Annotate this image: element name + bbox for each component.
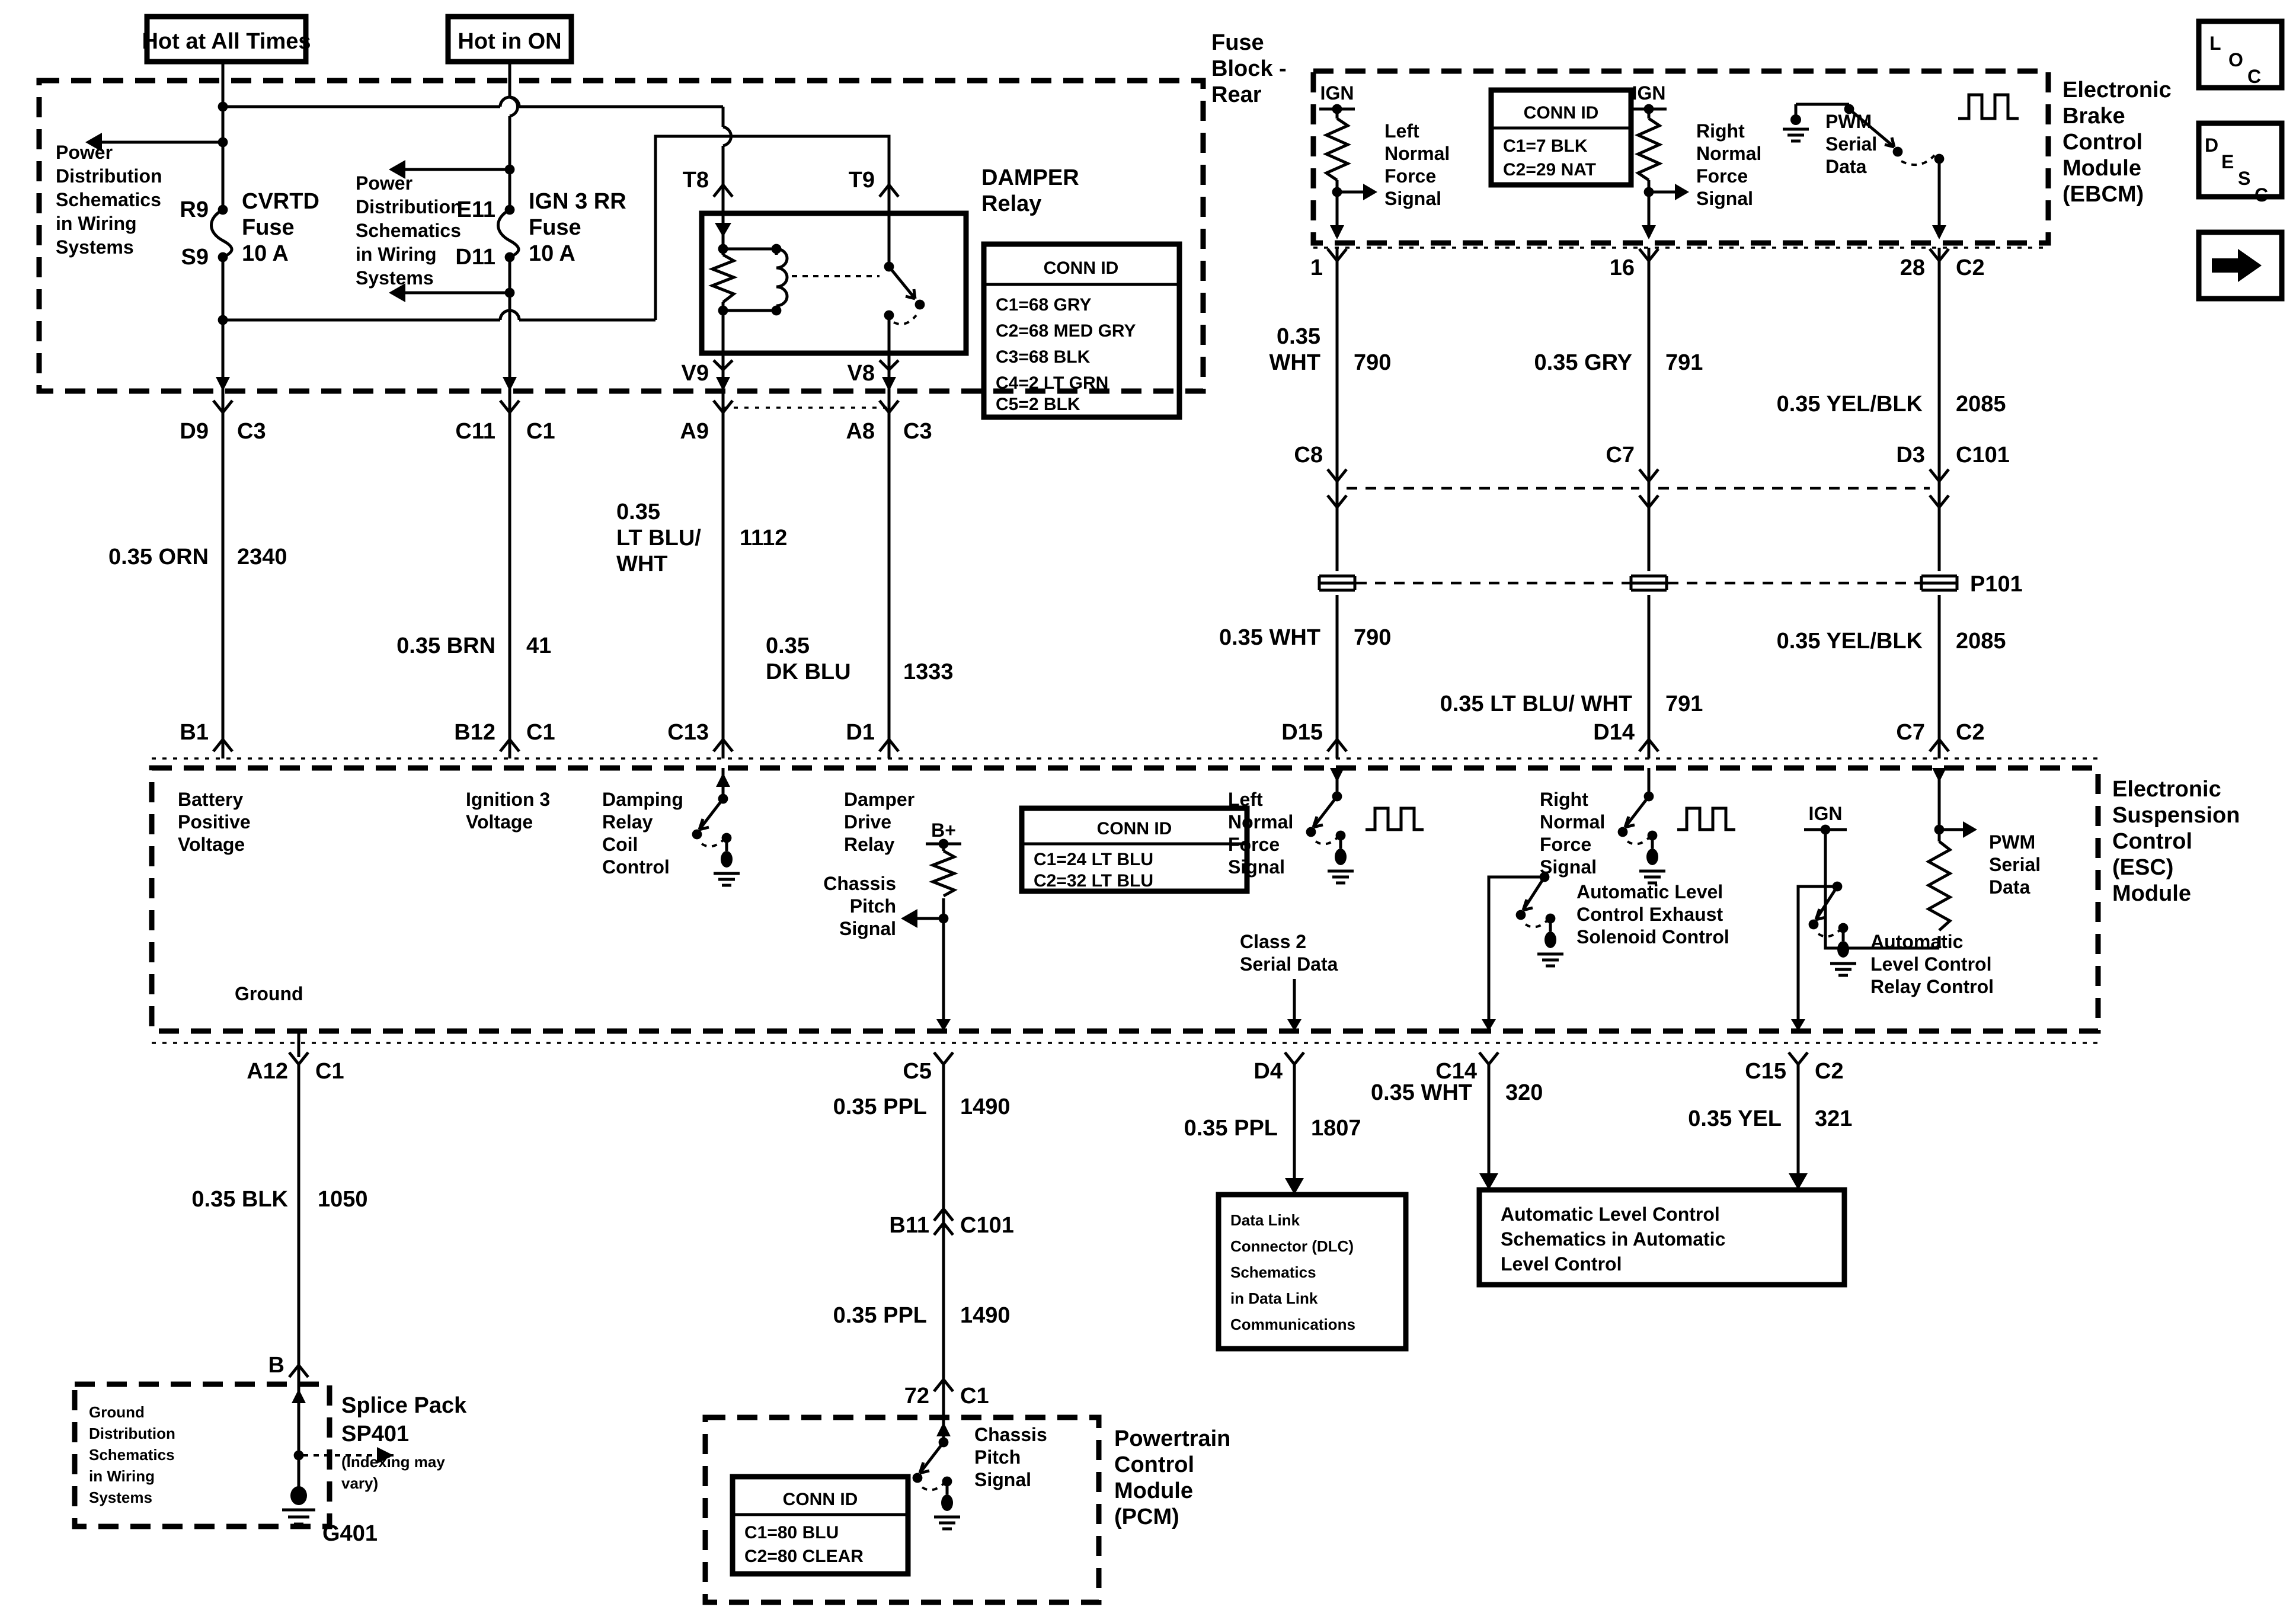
ground-icon [282,1510,315,1524]
svg-text:Serial Data: Serial Data [1240,953,1338,975]
svg-text:Relay Control: Relay Control [1870,976,1994,997]
svg-text:C7: C7 [1896,720,1925,745]
svg-text:C3: C3 [237,419,266,444]
svg-text:790: 790 [1354,625,1392,650]
svg-text:C1=80 BLU: C1=80 BLU [744,1523,839,1542]
svg-text:Schematics: Schematics [356,220,461,241]
svg-text:Pitch: Pitch [849,895,896,917]
svg-text:C2=68 MED GRY: C2=68 MED GRY [996,321,1136,341]
svg-text:C1=68 GRY: C1=68 GRY [996,295,1092,315]
ground-icon [1783,129,1809,141]
svg-text:Signal: Signal [1228,856,1285,878]
svg-text:C14: C14 [1435,1059,1477,1084]
svg-text:Fuse: Fuse [529,215,581,240]
ebcm-to-esc-wires [1318,248,1958,758]
svg-text:in Wiring: in Wiring [56,213,137,234]
svg-text:Signal: Signal [1384,188,1442,209]
svg-text:Force: Force [1384,165,1437,187]
svg-text:O: O [2228,49,2243,71]
svg-text:C3=68 BLK: C3=68 BLK [996,347,1091,367]
svg-text:Damping: Damping [602,789,683,810]
svg-text:A12: A12 [247,1059,288,1084]
svg-text:Voltage: Voltage [466,811,533,833]
svg-text:28: 28 [1900,255,1925,280]
svg-text:C1: C1 [315,1059,344,1084]
svg-text:Battery: Battery [178,789,244,810]
svg-text:V8: V8 [847,361,875,386]
svg-text:P101: P101 [1970,572,2023,597]
pwm-waveform-icon [1958,95,2019,119]
svg-text:Signal: Signal [974,1469,1032,1490]
svg-text:0.35 BLK: 0.35 BLK [191,1187,288,1212]
svg-text:C2: C2 [1956,720,1985,745]
svg-text:C2: C2 [1956,255,1985,280]
svg-text:Block -: Block - [1211,56,1287,81]
svg-text:16: 16 [1609,255,1635,280]
svg-text:320: 320 [1505,1080,1543,1105]
svg-text:Rear: Rear [1211,82,1262,107]
svg-text:D14: D14 [1593,720,1635,745]
svg-text:B12: B12 [454,720,495,745]
desc-icon: D [2205,135,2219,156]
svg-text:0.35 ORN: 0.35 ORN [108,545,209,569]
svg-text:Level Control: Level Control [1870,953,1992,975]
svg-text:1: 1 [1310,255,1323,280]
svg-text:2340: 2340 [237,545,287,569]
svg-text:10 A: 10 A [529,241,575,266]
svg-text:Powertrain: Powertrain [1114,1426,1231,1451]
svg-text:321: 321 [1815,1106,1853,1131]
svg-text:R9: R9 [180,197,209,222]
ground-icon [714,873,740,885]
svg-text:(Indexing may: (Indexing may [341,1453,445,1471]
svg-text:Power: Power [56,142,113,163]
svg-text:Voltage: Voltage [178,834,245,855]
svg-text:CONN ID: CONN ID [1043,258,1119,278]
svg-text:B: B [268,1353,284,1378]
svg-text:E11: E11 [456,197,495,222]
svg-text:C11: C11 [455,419,495,444]
esc-module-section [152,740,2098,1064]
cvrtd-fuse-icon [212,210,232,257]
svg-text:IGN: IGN [1320,82,1354,104]
svg-text:Suspension: Suspension [2112,803,2240,828]
svg-text:A8: A8 [846,419,875,444]
svg-text:Relay: Relay [602,811,653,833]
svg-text:41: 41 [526,633,552,658]
svg-text:Left: Left [1384,120,1419,142]
svg-text:Chassis: Chassis [823,873,896,894]
svg-text:C1: C1 [526,419,555,444]
svg-text:CONN ID: CONN ID [1096,819,1172,838]
svg-text:0.35 YEL: 0.35 YEL [1688,1106,1782,1131]
svg-text:Brake: Brake [2062,104,2125,129]
resistor-icon [933,851,954,896]
svg-text:C3: C3 [903,419,932,444]
svg-text:C1: C1 [526,720,555,745]
svg-text:Normal: Normal [1384,143,1450,164]
hot-at-all-times-label: Hot at All Times [142,29,311,54]
svg-text:Distribution: Distribution [56,165,162,187]
svg-text:Solenoid Control: Solenoid Control [1576,926,1729,948]
svg-text:C15: C15 [1745,1059,1786,1084]
svg-text:PWM: PWM [1989,831,2036,853]
svg-text:Normal: Normal [1228,811,1294,833]
svg-text:Relay: Relay [844,834,895,855]
svg-text:Schematics: Schematics [56,189,161,210]
svg-text:2085: 2085 [1956,629,2006,654]
svg-text:G401: G401 [322,1521,378,1546]
svg-text:V9: V9 [681,361,709,386]
svg-text:C8: C8 [1294,443,1323,468]
svg-text:Control: Control [602,856,670,878]
svg-text:C101: C101 [1956,443,2010,468]
svg-text:Data Link: Data Link [1230,1211,1300,1229]
svg-text:IGN: IGN [1808,803,1843,824]
svg-text:Distribution: Distribution [356,196,462,217]
svg-text:0.35 WHT: 0.35 WHT [1370,1080,1472,1105]
svg-text:Module: Module [2112,881,2191,906]
svg-text:C7: C7 [1606,443,1635,468]
svg-text:IGN 3 RR: IGN 3 RR [529,189,626,214]
svg-text:Electronic: Electronic [2112,777,2221,802]
relay-coil-resistor-icon [712,255,734,302]
svg-text:LT BLU/: LT BLU/ [616,526,701,550]
labels [56,29,2268,1566]
svg-text:Ignition 3: Ignition 3 [466,789,551,810]
svg-text:Power: Power [356,172,413,194]
svg-text:Positive: Positive [178,811,251,833]
svg-text:Signal: Signal [1540,856,1597,878]
svg-text:Fuse: Fuse [1211,30,1264,55]
svg-text:(PCM): (PCM) [1114,1505,1179,1529]
svg-text:0.35 YEL/BLK: 0.35 YEL/BLK [1776,629,1923,654]
ground-icon [934,1517,960,1529]
svg-text:CVRTD: CVRTD [242,189,319,214]
svg-text:C1=24 LT BLU: C1=24 LT BLU [1034,850,1153,869]
resistor-icon [1929,841,1950,930]
resistor-icon [1326,119,1348,180]
svg-text:S9: S9 [181,245,209,270]
svg-text:Force: Force [1228,834,1280,855]
svg-text:vary): vary) [341,1474,379,1492]
svg-text:Control: Control [2062,130,2143,155]
svg-text:Data: Data [1825,156,1867,177]
svg-text:791: 791 [1665,350,1703,375]
svg-text:0.35 YEL/BLK: 0.35 YEL/BLK [1776,392,1923,417]
svg-text:D4: D4 [1253,1059,1283,1084]
svg-text:C1=7 BLK: C1=7 BLK [1503,136,1588,156]
svg-text:10 A: 10 A [242,241,289,266]
svg-text:0.35 PPL: 0.35 PPL [833,1094,927,1119]
resistor-icon [1638,119,1659,180]
svg-text:in Wiring: in Wiring [356,244,437,265]
svg-text:Right: Right [1540,789,1588,810]
svg-text:0.35 BRN: 0.35 BRN [396,633,495,658]
svg-text:B11: B11 [889,1213,929,1238]
svg-text:(ESC): (ESC) [2112,855,2174,880]
svg-text:CONN ID: CONN ID [1523,103,1599,123]
svg-text:1490: 1490 [960,1303,1011,1328]
right-arrow-icon [2212,249,2262,282]
svg-text:E: E [2221,151,2234,172]
svg-text:C2=80 CLEAR: C2=80 CLEAR [744,1547,864,1566]
svg-text:Systems: Systems [56,236,134,258]
svg-text:0.35: 0.35 [1277,324,1320,349]
svg-text:SP401: SP401 [341,1422,410,1446]
ign3rr-fuse-icon [498,210,519,257]
svg-text:Systems: Systems [356,267,434,289]
svg-text:DAMPER: DAMPER [981,165,1079,190]
fuse-block-outline [39,81,1203,391]
svg-text:0.35 WHT: 0.35 WHT [1219,625,1320,650]
svg-text:Control: Control [2112,829,2193,854]
svg-text:C5: C5 [903,1059,932,1084]
svg-text:1112: 1112 [740,526,788,550]
svg-text:Systems: Systems [89,1489,152,1506]
pwm-waveform-icon [1366,808,1424,830]
svg-text:2085: 2085 [1956,392,2006,417]
svg-text:Signal: Signal [839,918,896,939]
svg-text:Force: Force [1696,165,1748,187]
svg-text:C1: C1 [960,1384,989,1409]
svg-text:0.35 LT BLU/ WHT: 0.35 LT BLU/ WHT [1440,692,1632,716]
svg-text:Electronic: Electronic [2062,78,2172,103]
svg-text:C101: C101 [960,1213,1014,1238]
svg-text:B+: B+ [931,820,956,841]
svg-text:C5=2 BLK: C5=2 BLK [996,395,1080,414]
svg-text:Coil: Coil [602,834,638,855]
svg-text:0.35 GRY: 0.35 GRY [1534,350,1632,375]
svg-text:Module: Module [2062,156,2141,181]
svg-text:Ground: Ground [235,983,303,1004]
svg-text:Splice Pack: Splice Pack [341,1393,467,1418]
svg-text:Schematics in Automatic: Schematics in Automatic [1501,1228,1726,1250]
svg-text:Relay: Relay [981,191,1042,216]
svg-text:Communications: Communications [1230,1315,1355,1333]
svg-text:Damper: Damper [844,789,915,810]
svg-text:T9: T9 [848,168,875,193]
relay-switch-throw [894,315,916,324]
svg-text:Force: Force [1540,834,1592,855]
svg-text:Control: Control [1114,1452,1195,1477]
svg-text:Fuse: Fuse [242,215,295,240]
pcm-branch [705,1064,1099,1602]
svg-text:T8: T8 [682,168,709,193]
svg-text:Module: Module [1114,1478,1193,1503]
svg-text:Right: Right [1696,120,1745,142]
svg-text:in Wiring: in Wiring [89,1467,155,1485]
svg-text:Drive: Drive [844,811,892,833]
svg-text:1333: 1333 [903,660,954,684]
svg-text:in Data Link: in Data Link [1230,1289,1318,1307]
svg-text:1050: 1050 [318,1187,368,1212]
svg-text:C4=2 LT GRN: C4=2 LT GRN [996,373,1109,393]
svg-text:Serial: Serial [1825,133,1878,155]
svg-text:Serial: Serial [1989,854,2041,875]
svg-text:Chassis: Chassis [974,1424,1047,1445]
svg-text:Control Exhaust: Control Exhaust [1576,904,1723,925]
svg-text:0.35 PPL: 0.35 PPL [833,1303,927,1328]
relay-coil-icon [776,249,787,306]
svg-text:Class 2: Class 2 [1240,931,1307,952]
svg-text:Automatic: Automatic [1870,931,1964,952]
svg-text:PWM: PWM [1825,111,1872,132]
svg-text:Normal: Normal [1540,811,1606,833]
svg-text:1807: 1807 [1311,1116,1361,1141]
svg-text:D1: D1 [846,720,875,745]
svg-text:790: 790 [1354,350,1392,375]
svg-text:C: C [2247,66,2262,87]
svg-text:DK BLU: DK BLU [766,660,851,684]
svg-text:C13: C13 [667,720,709,745]
hot-in-on-label: Hot in ON [458,29,562,54]
svg-text:Signal: Signal [1696,188,1754,209]
svg-text:WHT: WHT [616,552,668,577]
svg-text:Normal: Normal [1696,143,1762,164]
svg-text:(EBCM): (EBCM) [2062,182,2144,207]
svg-text:CONN ID: CONN ID [782,1490,858,1509]
svg-text:B1: B1 [180,720,209,745]
svg-text:Left: Left [1228,789,1263,810]
svg-text:C2=32 LT BLU: C2=32 LT BLU [1034,871,1153,891]
svg-text:IGN: IGN [1632,82,1666,104]
svg-text:Automatic Level: Automatic Level [1576,881,1723,902]
svg-text:Distribution: Distribution [89,1425,175,1442]
svg-text:0.35: 0.35 [616,500,660,524]
svg-text:Level Control: Level Control [1501,1253,1622,1275]
pwm-waveform-icon [1677,808,1735,830]
svg-text:D11: D11 [455,245,495,270]
svg-text:D9: D9 [180,419,209,444]
svg-text:D3: D3 [1896,443,1925,468]
svg-text:0.35 PPL: 0.35 PPL [1184,1116,1278,1141]
damper-relay-box [702,213,966,353]
svg-text:S: S [2238,168,2251,189]
svg-text:72: 72 [904,1384,929,1409]
svg-text:WHT: WHT [1269,350,1320,375]
svg-text:C2: C2 [1815,1059,1844,1084]
svg-text:Data: Data [1989,876,2030,898]
svg-text:791: 791 [1665,692,1703,716]
svg-text:Automatic Level Control: Automatic Level Control [1501,1204,1720,1225]
loc-icon: L [2209,33,2221,54]
svg-text:1490: 1490 [960,1094,1011,1119]
svg-text:Pitch: Pitch [974,1446,1021,1468]
svg-text:A9: A9 [680,419,709,444]
svg-text:Connector (DLC): Connector (DLC) [1230,1237,1354,1255]
svg-text:Schematics: Schematics [1230,1263,1316,1281]
svg-text:0.35: 0.35 [766,633,810,658]
svg-text:D15: D15 [1281,720,1323,745]
svg-text:Schematics: Schematics [89,1446,175,1464]
svg-text:Ground: Ground [89,1403,145,1421]
svg-text:C: C [2255,184,2269,206]
svg-text:C2=29 NAT: C2=29 NAT [1503,160,1597,180]
